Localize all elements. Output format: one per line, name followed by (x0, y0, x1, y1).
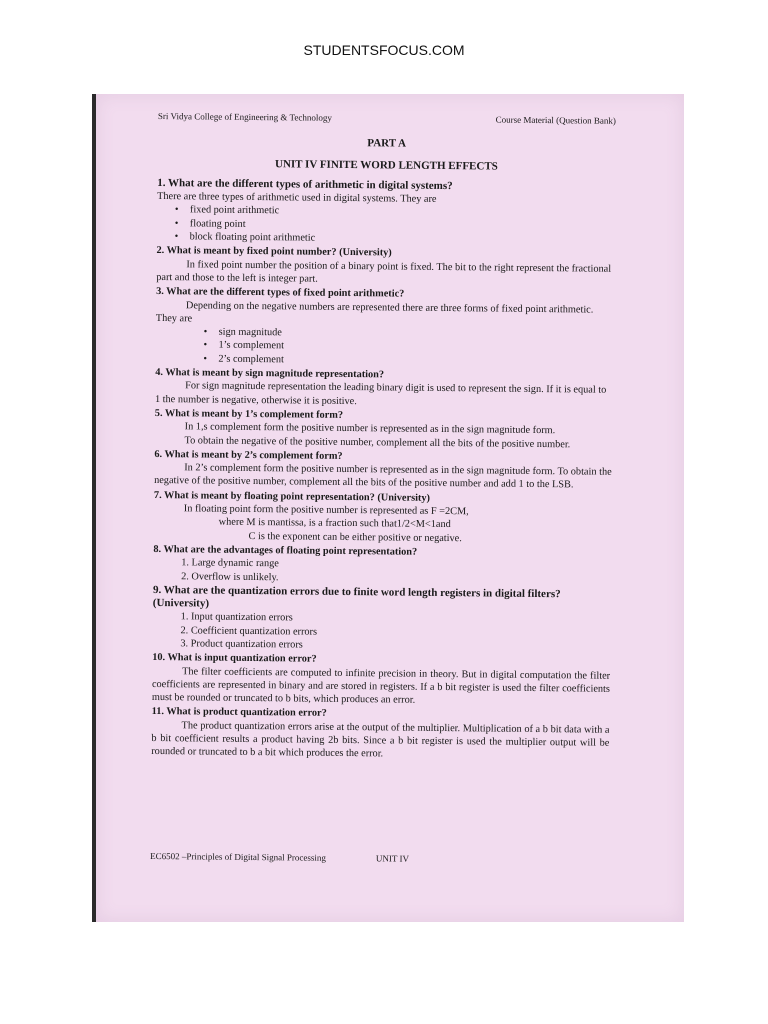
answer-11: The product quantization errors arise at the output of the multiplier. Multiplication of a b bit data with a b bit coefficient results a product having 2b bits. Since a b bit register is used the multiplier output will be rounded or truncated to b a bit which produces the error. (151, 720, 610, 760)
answer-1-list (157, 203, 615, 248)
answer-3: Depending on the negative numbers are represented there are three forms of fixed point arithmetic. They are (155, 299, 594, 325)
list-item: • fixed point arithmetic (157, 203, 615, 221)
list-item: 1. Large dynamic range (181, 557, 279, 570)
list-item: 3. Product quantization errors (180, 638, 303, 651)
page-header (158, 110, 616, 128)
question-1: 1. What are the different types of arithmetic in digital systems? (157, 176, 453, 192)
question-11: 11. What is product quantization error? (151, 706, 327, 720)
answer-7-line-1: In floating point form the positive number is represented as F =2CM, (183, 503, 469, 518)
question-6: 6. What is meant by 2’s complement form? (154, 448, 343, 462)
question-4: 4. What is meant by sign magnitude representation? (155, 367, 385, 381)
question-5: 5. What is meant by 1’s complement form? (154, 407, 344, 421)
list-item: 1. Input quantization errors (180, 611, 293, 624)
question-8: 8. What are the advantages of floating point representation? (153, 543, 418, 558)
material-type: Course Material (Question Bank) (495, 114, 616, 126)
answer-3-list (155, 325, 613, 370)
list-item: • 2’s complement (155, 352, 613, 370)
answer-9-list (152, 610, 610, 655)
question-2: 2. What is meant by fixed point number? (University) (156, 245, 392, 259)
college-name: Sri Vidya College of Engineering & Technology (157, 110, 332, 123)
part-heading: PART A (367, 137, 407, 150)
question-9: 9. What are the quantization errors due to finite word length registers in digital filters?(University) (152, 583, 561, 610)
scanned-page (92, 94, 684, 922)
answer-2: In fixed point number the position of a binary point is fixed. The bit to the right represent the fractional part and those to the left is integer part. (156, 258, 612, 285)
site-header: STUDENTSFOCUS.COM (303, 42, 465, 58)
list-item: • block floating point arithmetic (157, 230, 615, 248)
answer-6: In 2’s complement form the positive number is represented as in the sign magnitude form. To obtain the negative of the positive number, complement all the bits of the positive number and add 1 to the LSB. (154, 462, 612, 491)
question-7: 7. What is meant by floating point representation? (University) (153, 489, 431, 504)
list-item: • sign magnitude (156, 325, 614, 343)
list-item: • floating point (157, 217, 615, 235)
question-bank-page (150, 110, 616, 864)
answer-4: For sign magnitude representation the leading binary digit is used to represent the sign. If it is equal to 1 the number is negative, otherwise it is positive. (154, 380, 607, 407)
answer-7-line-2: where M is mantissa, is a fraction such that1/2<M<1and (218, 516, 451, 531)
list-item: 2. Overflow is unlikely. (181, 570, 279, 583)
footer-unit: UNIT IV (375, 853, 410, 864)
answer-1: There are three types of arithmetic used in digital systems. They are (157, 191, 437, 206)
answer-10: The filter coefficients are computed to infinite precision in theory. But in digital computation the filter coefficients are represented in binary and are stored in registers. If a b bit register is used the filter coefficients must be rounded or truncated to b bits, which produces an error. (151, 665, 611, 706)
question-3: 3. What are the different types of fixed point arithmetic? (156, 286, 405, 300)
answer-5-line-2: To obtain the negative of the positive number, complement all the bits of the positive number. (184, 434, 571, 450)
footer-course: EC6502 –Principles of Digital Signal Processing (150, 850, 326, 863)
list-item: 2. Coefficient quantization errors (180, 624, 318, 638)
list-item: • 1’s complement (155, 338, 613, 356)
page-footer (150, 850, 608, 868)
answer-8-list (153, 556, 611, 587)
unit-title: UNIT IV FINITE WORD LENGTH EFFECTS (274, 157, 498, 173)
answer-7-line-3: C is the exponent can be either positive or negative. (248, 530, 462, 544)
question-10: 10. What is input quantization error? (152, 652, 317, 665)
answer-5-line-1: In 1,s complement form the positive number is represented as in the sign magnitude form. (184, 421, 556, 437)
